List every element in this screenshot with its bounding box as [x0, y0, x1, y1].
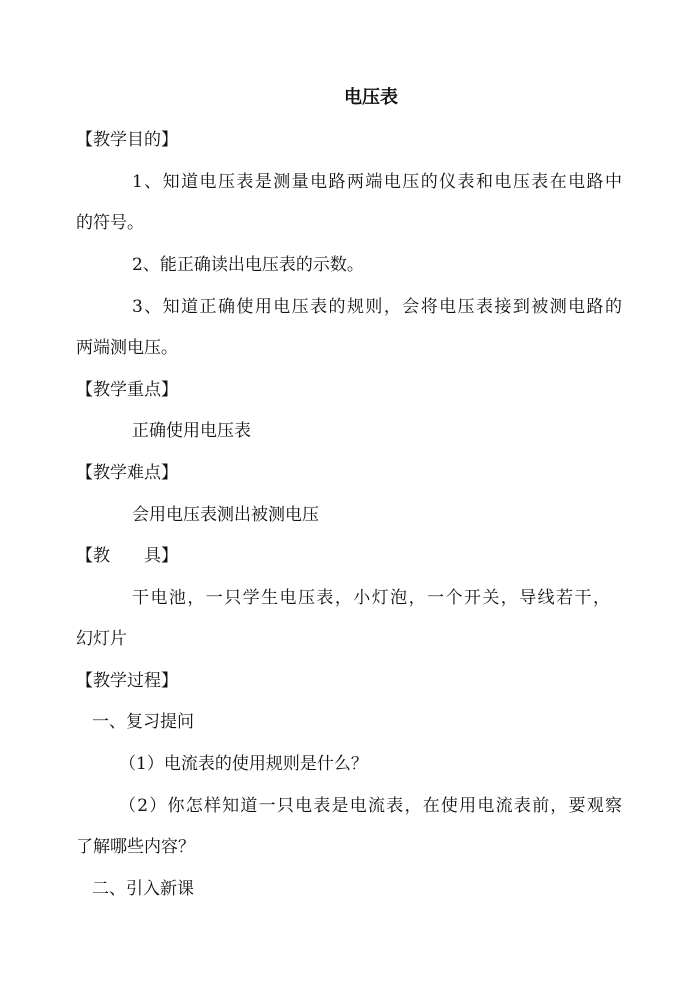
- process-question-2-line-2: 了解哪些内容？: [76, 837, 195, 857]
- objective-3-line-2: 两端测电压。: [76, 338, 178, 358]
- objective-1-line-1: 1、知道电压表是测量电路两端电压的仪表和电压表在电路中: [132, 172, 622, 192]
- tools-content-line-2: 幻灯片: [76, 629, 127, 649]
- tools-heading: 【教 具】: [76, 546, 178, 566]
- process-part-2: 二、引入新课: [92, 879, 194, 899]
- process-heading: 【教学过程】: [76, 671, 178, 691]
- difficulties-content: 会用电压表测出被测电压: [132, 505, 319, 525]
- process-part-1: 一、复习提问: [92, 712, 194, 732]
- key-points-heading: 【教学重点】: [76, 380, 178, 400]
- objective-3-line-1: 3、知道正确使用电压表的规则，会将电压表接到被测电路的: [132, 297, 622, 317]
- objective-2: 2、能正确读出电压表的示数。: [132, 255, 364, 275]
- difficulties-heading: 【教学难点】: [76, 463, 178, 483]
- tools-content-line-1: 干电池，一只学生电压表，小灯泡，一个开关，导线若干，: [132, 588, 610, 608]
- key-points-content: 正确使用电压表: [132, 421, 251, 441]
- objectives-heading: 【教学目的】: [76, 130, 178, 150]
- page-title: 电压表: [344, 87, 398, 108]
- objective-1-line-2: 的符号。: [76, 213, 144, 233]
- process-question-2-line-1: （2）你怎样知道一只电表是电流表，在使用电流表前，要观察: [119, 796, 622, 816]
- process-question-1: （1）电流表的使用规则是什么？: [119, 754, 368, 774]
